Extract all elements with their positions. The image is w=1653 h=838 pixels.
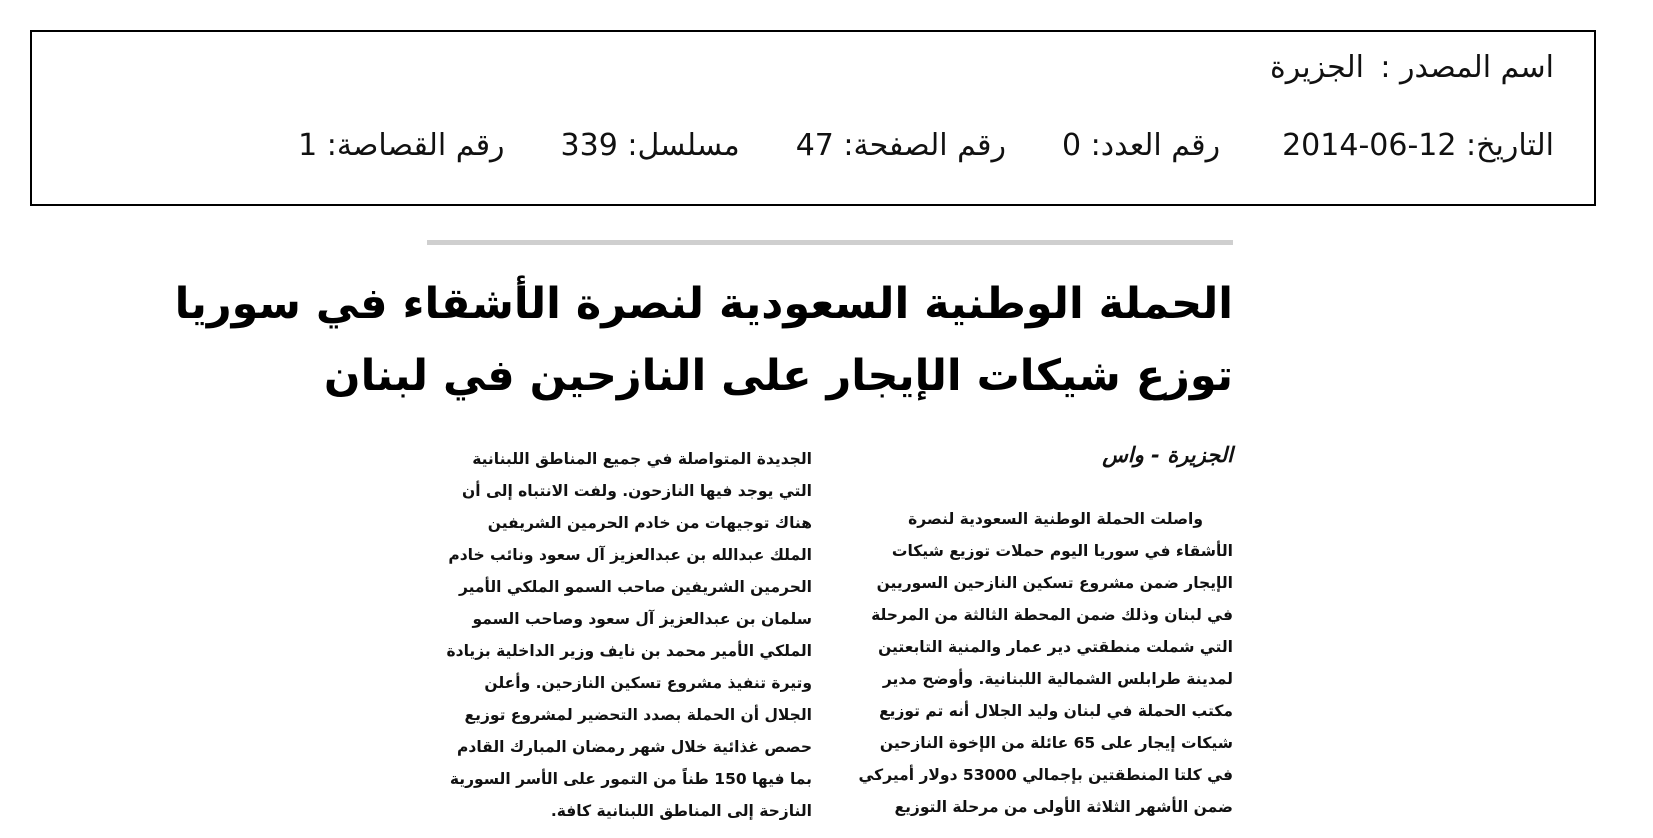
source-value: الجزيرة bbox=[1269, 50, 1364, 85]
headline-line-2: توزع شيكات الإيجار على النازحين في لبنان bbox=[323, 351, 1233, 401]
body-line: سلمان بن عبدالعزيز آل سعود وصاحب السمو bbox=[472, 610, 812, 628]
agency-name: - واس bbox=[1102, 443, 1160, 467]
article-column-right bbox=[848, 503, 1233, 823]
body-line: التي يوجد فيها النازحون. ولفت الانتباه إلى أن bbox=[462, 482, 812, 500]
date-field: التاريخ: 12-06-2014 bbox=[1282, 128, 1554, 163]
body-line: حصص غذائية خلال شهر رمضان المبارك القادم bbox=[457, 738, 812, 756]
body-line: في لبنان وذلك ضمن المحطة الثالثة من المرحلة bbox=[871, 606, 1233, 624]
body-line: شيكات إيجار على 65 عائلة من الإخوة النازحين bbox=[879, 734, 1233, 752]
body-line: الأشقاء في سوريا اليوم حملات توزيع شيكات bbox=[891, 542, 1233, 560]
body-line: لمدينة طرابلس الشمالية اللبنانية. وأوضح مدير bbox=[882, 670, 1233, 688]
source-line bbox=[72, 50, 1554, 85]
body-line: الملك عبدالله بن عبدالعزيز آل سعود ونائب خادم bbox=[448, 546, 812, 564]
body-line: الجلال أن الحملة بصدد التحضير لمشروع توزيع bbox=[464, 706, 812, 724]
body-line: الإيجار ضمن مشروع تسكين النازحين السوريين bbox=[876, 574, 1233, 592]
body-line: التي شملت منطقتي دير عمار والمنية التابعتين bbox=[878, 638, 1233, 656]
issue-number-field: رقم العدد: 0 bbox=[1061, 128, 1221, 163]
body-line: ضمن الأشهر الثلاثة الأولى من مرحلة التوزيع bbox=[894, 798, 1233, 816]
body-line: هناك توجيهات من خادم الحرمين الشريفين bbox=[487, 514, 812, 532]
page-number-field: رقم الصفحة: 47 bbox=[795, 128, 1006, 163]
body-line: الجديدة المتواصلة في جميع المناطق اللبنانية bbox=[472, 450, 812, 468]
article-top-rule bbox=[427, 240, 1233, 245]
source-label: اسم المصدر : bbox=[1380, 50, 1554, 85]
headline-line-1: الحملة الوطنية السعودية لنصرة الأشقاء في سوريا bbox=[174, 279, 1233, 329]
article-headline bbox=[174, 268, 1233, 412]
clipping-metadata-box bbox=[30, 30, 1596, 206]
body-line: بما فيها 150 طناً من التمور على الأسر السورية bbox=[449, 770, 812, 788]
body-line: النازحة إلى المناطق اللبنانية كافة. bbox=[550, 802, 812, 820]
body-line: وتيرة تنفيذ مشروع تسكين النازحين. وأعلن bbox=[484, 674, 812, 692]
clip-number-field: رقم القصاصة: 1 bbox=[298, 128, 505, 163]
newspaper-logo: الجزيرة bbox=[1167, 442, 1233, 467]
body-line: مكتب الحملة في لبنان وليد الجلال أنه تم توزيع bbox=[879, 702, 1233, 720]
body-line: الملكي الأمير محمد بن نايف وزير الداخلية بزيادة bbox=[446, 642, 812, 660]
body-line: في كلتا المنطقتين بإجمالي 53000 دولار أميركي bbox=[858, 766, 1233, 784]
body-line: الحرمين الشريفين صاحب السمو الملكي الأمير bbox=[458, 578, 812, 596]
article-column-left bbox=[427, 443, 812, 827]
body-line: واصلت الحملة الوطنية السعودية لنصرة bbox=[908, 510, 1203, 528]
details-line bbox=[72, 128, 1554, 163]
article-byline bbox=[1050, 442, 1233, 467]
serial-number-field: مسلسل: 339 bbox=[560, 128, 740, 163]
